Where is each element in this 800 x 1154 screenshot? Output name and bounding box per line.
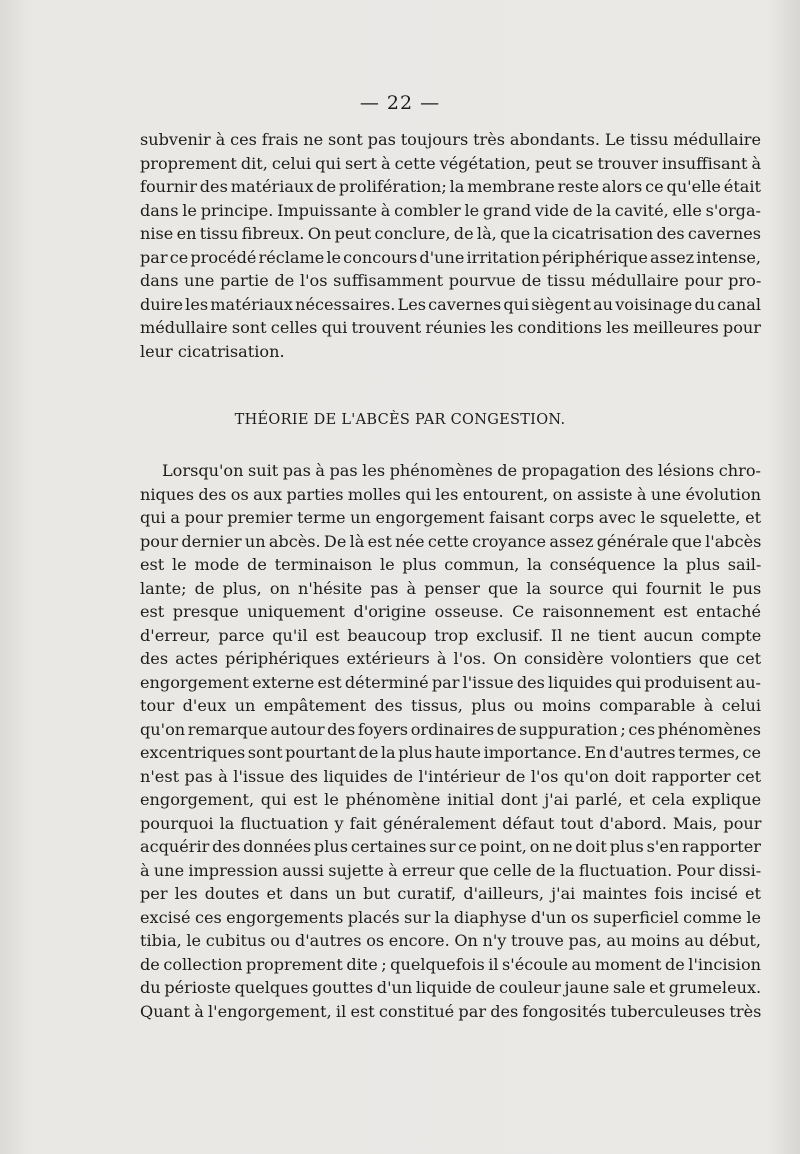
page-number: — 22 —	[359, 92, 441, 114]
text-line: dans le principe. Impuissante à combler le grand vide de la cavité, elle s'orga-	[140, 200, 761, 220]
text-line: est presque uniquement d'origine osseuse. Ce raisonnement est entaché	[140, 602, 761, 621]
text-line: du périoste quelques gouttes d'un liquide de couleur jaune sale et grumeleux.	[140, 978, 762, 997]
text-line: dans une partie de l'os suffisamment pourvue de tissu médullaire pour pro-	[140, 271, 762, 290]
text-line: subvenir à ces frais ne sont pas toujours très abondants. Le tissu médullaire	[140, 130, 761, 149]
section-heading-text: THÉORIE DE L'ABCÈS PAR CONGESTION.	[234, 412, 566, 428]
text-line: d'erreur, parce qu'il est beaucoup trop exclusif. Il ne tient aucun compte	[140, 625, 762, 645]
section-heading	[0, 412, 800, 428]
text-line: proprement dit, celui qui sert à cette végétation, peut se trouver insuffisant à	[140, 153, 762, 173]
text-line: leur cicatrisation.	[140, 341, 285, 361]
text-line: engorgement, qui est le phénomène initial dont j'ai parlé, et cela explique	[140, 790, 762, 809]
text-line: qu'on remarque autour des foyers ordinaires de suppuration ; ces phénomènes	[140, 719, 761, 739]
text-line: n'est pas à l'issue des liquides de l'intérieur de l'os qu'on doit rapporter cet	[140, 766, 762, 786]
text-line: lante; de plus, on n'hésite pas à penser que la source qui fournit le pus	[140, 578, 762, 598]
paragraph-1	[140, 128, 761, 363]
text-line: qui a pour premier terme un engorgement faisant corps avec le squelette, et	[140, 508, 762, 527]
text-line: des actes périphériques extérieurs à l'os. On considère volontiers que cet	[140, 649, 762, 668]
text-line: niques des os aux parties molles qui les entourent, on assiste à une évolution	[140, 484, 761, 504]
text-line: duire les matériaux nécessaires. Les cavernes qui siègent au voisinage du canal	[140, 294, 761, 314]
text-line: per les doutes et dans un but curatif, d'ailleurs, j'ai maintes fois incisé et	[140, 884, 761, 903]
text-line: médullaire sont celles qui trouvent réunies les conditions les meilleures pour	[140, 318, 761, 337]
text-line: est le mode de terminaison le plus commun, la conséquence la plus sail-	[140, 555, 762, 574]
text-line: excisé ces engorgements placés sur la diaphyse d'un os superficiel comme le	[140, 907, 761, 927]
text-line: nise en tissu fibreux. On peut conclure, de là, que la cicatrisation des cavernes	[140, 224, 761, 243]
text-line: Lorsqu'on suit pas à pas les phénomènes de propagation des lésions chro-	[162, 461, 761, 480]
text-line: tibia, le cubitus ou d'autres os encore. On n'y trouve pas, au moins au début,	[140, 931, 761, 950]
text-line: pour dernier un abcès. De là est née cette croyance assez générale que l'abcès	[140, 531, 762, 551]
text-line: Quant à l'engorgement, il est constitué par des fongosités tuberculeuses très	[140, 1001, 762, 1021]
text-line: pourquoi la fluctuation y fait généralement défaut tout d'abord. Mais, pour	[140, 813, 762, 833]
text-line: de collection proprement dite ; quelquefois il s'écoule au moment de l'incision	[140, 954, 761, 974]
paragraph-2	[140, 459, 761, 1023]
text-line: à une impression aussi sujette à erreur que celle de la fluctuation. Pour dissi-	[140, 860, 762, 880]
text-line: excentriques sont pourtant de la plus haute importance. En d'autres termes, ce	[140, 743, 761, 762]
text-line: engorgement externe est déterminé par l'issue des liquides qui produisent au-	[140, 672, 761, 692]
text-line: fournir des matériaux de prolifération; la membrane reste alors ce qu'elle était	[140, 177, 761, 196]
text-line: tour d'eux un empâtement des tissus, plus ou moins comparable à celui	[140, 696, 761, 715]
text-line: acquérir des données plus certaines sur ce point, on ne doit plus s'en rapporter	[140, 837, 761, 856]
text-line: par ce procédé réclame le concours d'une irritation périphérique assez intense,	[140, 247, 762, 267]
